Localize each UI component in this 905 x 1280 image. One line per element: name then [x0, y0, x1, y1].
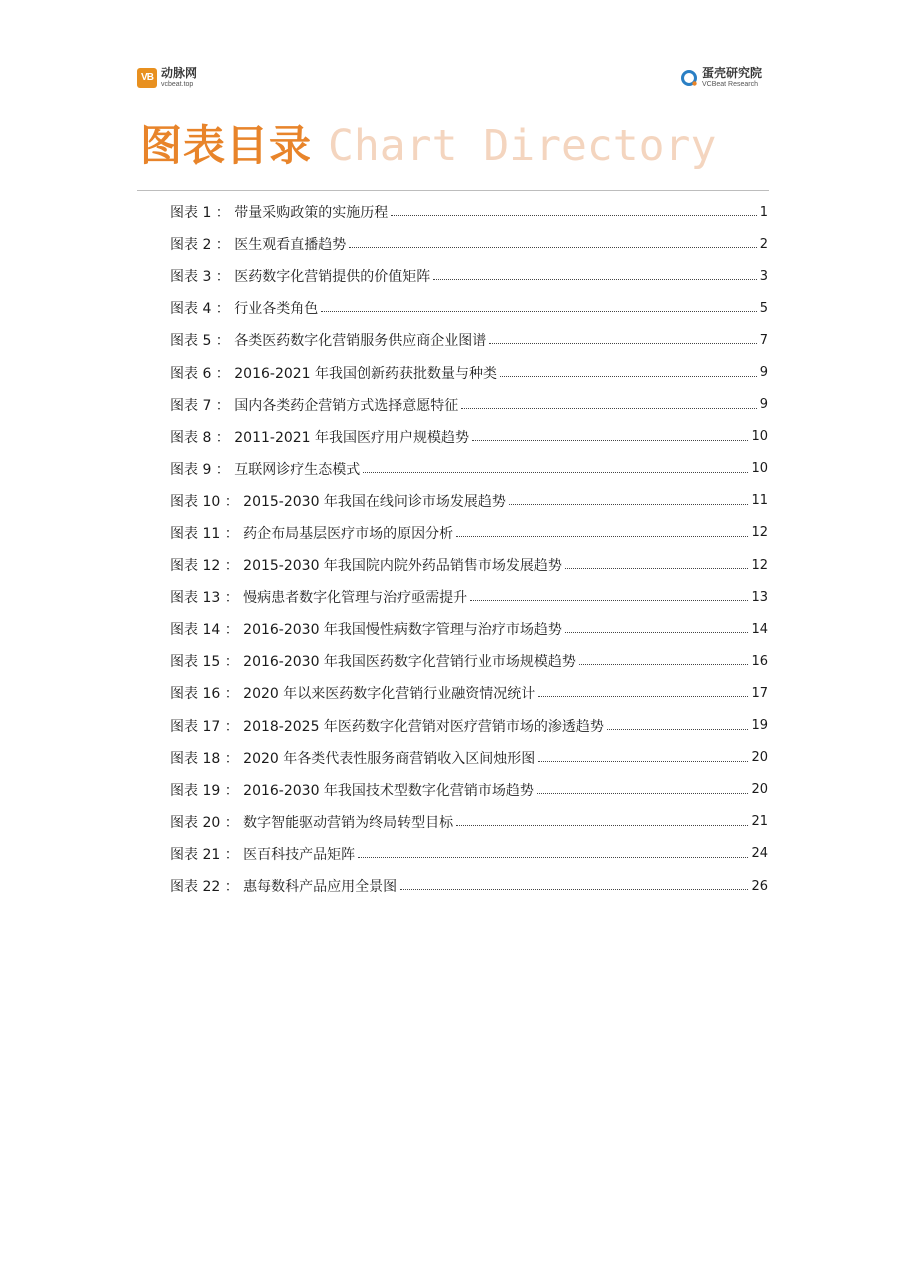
toc-entry-page: 1 [759, 204, 768, 220]
toc-dot-leader [509, 503, 749, 505]
toc-entry-page: 12 [751, 525, 768, 541]
toc-entry[interactable] [170, 260, 768, 292]
toc-entry-label: 图表 17 ： 2018-2025 年医药数字化营销对医疗营销市场的渗透趋势 [170, 718, 604, 735]
toc-entry[interactable] [170, 453, 768, 485]
toc-entry-label: 图表 16 ： 2020 年以来医药数字化营销行业融资情况统计 [170, 686, 536, 703]
vcbeat-brand-url: vcbeat.top [161, 81, 194, 88]
toc-entry-label: 图表 10 ： 2015-2030 年我国在线问诊市场发展趋势 [170, 493, 506, 510]
toc-entry[interactable] [170, 774, 768, 806]
toc-dot-leader [489, 342, 756, 344]
toc-entry-label: 图表 6 ： 2016-2021 年我国创新药获批数量与种类 [170, 365, 498, 382]
page-title-en: Chart Directory [328, 121, 717, 171]
toc-dot-leader [363, 471, 748, 473]
toc-dot-leader [607, 728, 749, 730]
toc-entry[interactable] [170, 838, 768, 870]
toc-dot-leader [565, 631, 749, 633]
toc-dot-leader [472, 439, 748, 441]
toc-dot-leader [391, 214, 756, 216]
toc-entry-page: 3 [759, 268, 768, 284]
toc-entry[interactable] [170, 389, 768, 421]
toc-dot-leader [456, 824, 748, 826]
vcbeat-research-logo [680, 66, 762, 90]
toc-entry-page: 9 [759, 397, 768, 413]
toc-entry-page: 2 [759, 236, 768, 252]
toc-dot-leader [400, 888, 748, 890]
toc-entry-page: 21 [751, 814, 768, 830]
toc-entry[interactable] [170, 549, 768, 581]
toc-entry-page: 10 [751, 429, 768, 445]
toc-entry-label: 图表 12 ： 2015-2030 年我国院内院外药品销售市场发展趋势 [170, 558, 562, 575]
toc-entry[interactable] [170, 742, 768, 774]
toc-dot-leader [470, 599, 748, 601]
toc-entry[interactable] [170, 196, 768, 228]
toc-entry-label: 图表 15 ： 2016-2030 年我国医药数字化营销行业市场规模趋势 [170, 654, 576, 671]
toc-entry-page: 11 [751, 493, 768, 509]
page-title-cn: 图表目录 [140, 121, 313, 170]
toc-entry-page: 20 [751, 782, 768, 798]
toc-dot-leader [461, 407, 756, 409]
chart-directory-list [170, 196, 768, 902]
toc-entry-label: 图表 11 ： 药企布局基层医疗市场的原因分析 [170, 525, 454, 542]
toc-dot-leader [433, 278, 756, 280]
toc-entry-page: 20 [751, 750, 768, 766]
toc-entry-page: 26 [751, 878, 768, 894]
research-brand-name: 蛋壳研究院 [701, 66, 762, 80]
page-title [140, 114, 716, 174]
vcbeat-research-logo-icon [680, 69, 698, 87]
toc-entry-page: 17 [751, 685, 768, 701]
toc-entry-page: 9 [759, 365, 768, 381]
toc-entry-label: 图表 13 ： 慢病患者数字化管理与治疗亟需提升 [170, 590, 468, 607]
toc-entry-label: 图表 22 ： 惠每数科产品应用全景图 [170, 879, 398, 896]
toc-entry-label: 图表 3 ： 医药数字化营销提供的价值矩阵 [170, 269, 431, 286]
toc-entry[interactable] [170, 517, 768, 549]
vcbeat-brand-name: 动脉网 [161, 66, 198, 80]
toc-entry-label: 图表 19 ： 2016-2030 年我国技术型数字化营销市场趋势 [170, 782, 534, 799]
toc-entry[interactable] [170, 677, 768, 709]
toc-entry-page: 16 [751, 653, 768, 669]
toc-dot-leader [500, 375, 757, 377]
toc-dot-leader [358, 856, 748, 858]
toc-entry[interactable] [170, 806, 768, 838]
toc-dot-leader [349, 246, 756, 248]
toc-entry[interactable] [170, 645, 768, 677]
toc-dot-leader [565, 567, 749, 569]
title-divider [137, 190, 769, 191]
toc-entry-page: 5 [759, 300, 768, 316]
vcbeat-logo-icon: VB [137, 68, 157, 88]
toc-entry[interactable] [170, 228, 768, 260]
toc-entry[interactable] [170, 485, 768, 517]
toc-dot-leader [537, 792, 749, 794]
toc-dot-leader [579, 663, 749, 665]
toc-entry[interactable] [170, 581, 768, 613]
toc-entry-label: 图表 8 ： 2011-2021 年我国医疗用户规模趋势 [170, 429, 470, 446]
toc-entry-label: 图表 9 ： 互联网诊疗生态模式 [170, 461, 361, 478]
toc-entry[interactable] [170, 292, 768, 324]
toc-entry-page: 19 [751, 718, 768, 734]
toc-entry-label: 图表 21 ： 医百科技产品矩阵 [170, 846, 356, 863]
toc-entry[interactable] [170, 613, 768, 645]
toc-entry[interactable] [170, 710, 768, 742]
toc-entry-label: 图表 1 ： 带量采购政策的实施历程 [170, 205, 389, 222]
toc-dot-leader [538, 760, 748, 762]
toc-entry[interactable] [170, 324, 768, 356]
toc-entry-label: 图表 5 ： 各类医药数字化营销服务供应商企业图谱 [170, 333, 487, 350]
toc-entry-label: 图表 20 ： 数字智能驱动营销为终局转型目标 [170, 814, 454, 831]
toc-entry-label: 图表 2 ： 医生观看直播趋势 [170, 237, 347, 254]
toc-entry-label: 图表 4 ： 行业各类角色 [170, 301, 319, 318]
toc-entry[interactable] [170, 421, 768, 453]
toc-dot-leader [321, 310, 756, 312]
toc-entry-page: 7 [759, 332, 768, 348]
toc-entry-page: 10 [751, 461, 768, 477]
toc-entry-label: 图表 18 ： 2020 年各类代表性服务商营销收入区间烛形图 [170, 750, 536, 767]
toc-entry-page: 24 [751, 846, 768, 862]
toc-entry[interactable] [170, 870, 768, 902]
toc-dot-leader [456, 535, 748, 537]
research-brand-sub: VCBeat Research [701, 81, 759, 88]
vcbeat-logo [137, 66, 197, 90]
toc-entry-label: 图表 14 ： 2016-2030 年我国慢性病数字管理与治疗市场趋势 [170, 622, 562, 639]
toc-entry-page: 13 [751, 589, 768, 605]
toc-entry-page: 14 [751, 621, 768, 637]
toc-dot-leader [538, 695, 748, 697]
toc-entry[interactable] [170, 356, 768, 388]
toc-entry-page: 12 [751, 557, 768, 573]
toc-entry-label: 图表 7 ： 国内各类药企营销方式选择意愿特征 [170, 397, 459, 414]
